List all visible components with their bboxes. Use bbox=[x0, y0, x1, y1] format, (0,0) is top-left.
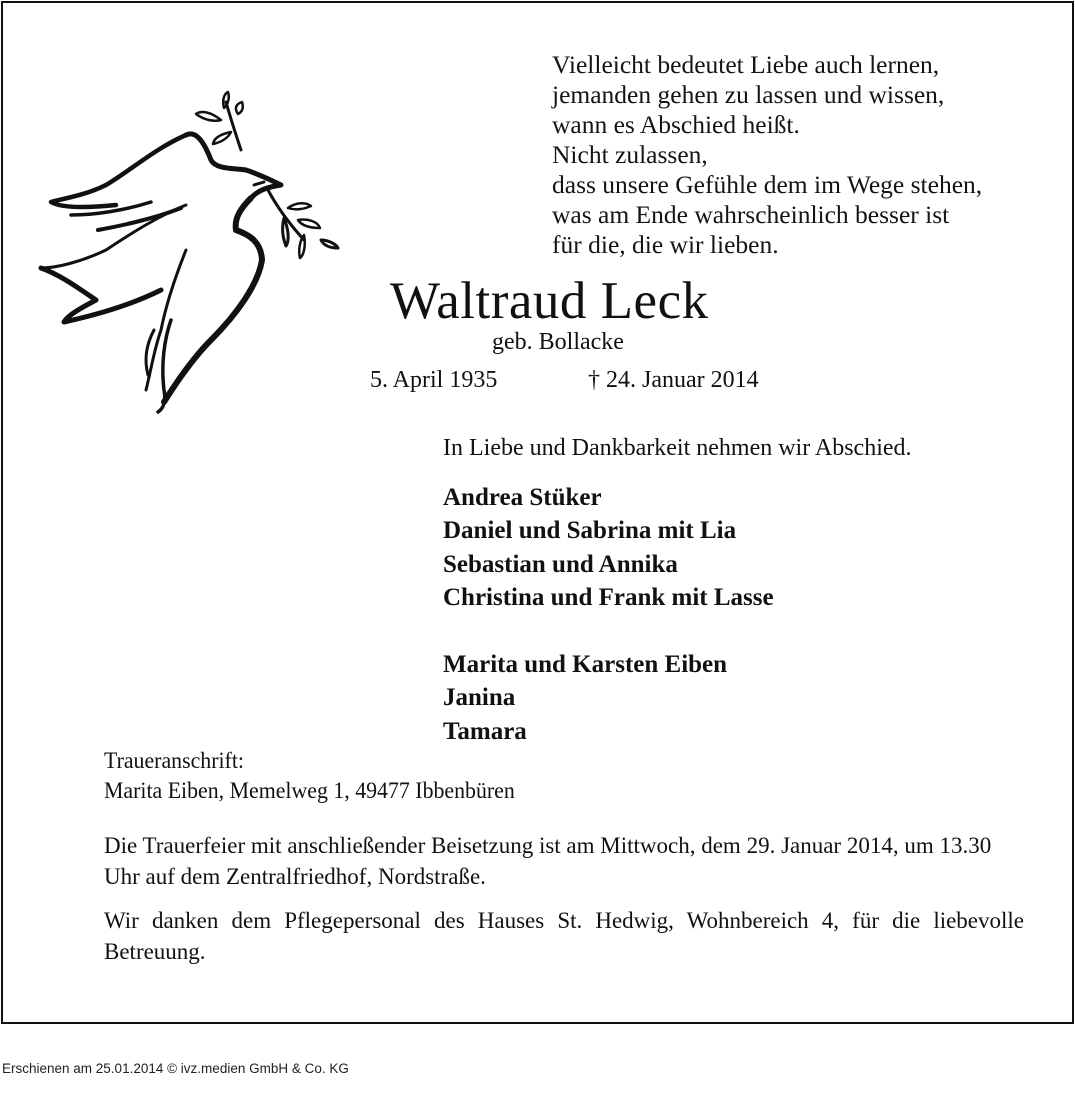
address-label: Traueranschrift: bbox=[104, 748, 244, 773]
mourner-name: Janina bbox=[443, 684, 516, 712]
mourner-group bbox=[443, 481, 774, 615]
olive-leaf bbox=[196, 112, 221, 121]
poem-line: für die, die wir lieben. bbox=[552, 230, 779, 259]
dove-lower-wing bbox=[41, 268, 161, 322]
poem bbox=[552, 50, 982, 260]
olive-leaf bbox=[299, 235, 305, 258]
dove-with-olive-branch-icon bbox=[36, 90, 346, 415]
funeral-info: Die Trauerfeier mit anschließender Beisetzung ist am Mittwoch, dem 29. Januar 2014, um 13.30 Uhr auf dem Zentralfriedhof, Nordstraße. bbox=[104, 833, 992, 889]
poem-line: wann es Abschied heißt. bbox=[552, 110, 800, 139]
birth-date: 5. April 1935 bbox=[370, 367, 498, 393]
dove-head bbox=[186, 134, 281, 198]
mourning-address bbox=[104, 746, 515, 806]
maiden-name: geb. Bollacke bbox=[492, 329, 624, 355]
poem-line: Vielleicht bedeutet Liebe auch lernen, bbox=[552, 50, 940, 79]
olive-leaf bbox=[213, 132, 231, 144]
dove-eye bbox=[254, 182, 264, 185]
olive-branch-beak bbox=[268, 190, 304, 240]
mourner-name: Marita und Karsten Eiben bbox=[443, 651, 728, 679]
mourner-name: Tamara bbox=[443, 717, 527, 745]
farewell-line: In Liebe und Dankbarkeit nehmen wir Abschied. bbox=[443, 435, 912, 461]
poem-line: dass unsere Gefühle dem im Wege stehen, bbox=[552, 170, 983, 199]
mourner-group bbox=[443, 648, 774, 748]
olive-branch-top bbox=[226, 102, 241, 150]
dove-upper-wing bbox=[51, 135, 186, 207]
olive-leaf bbox=[288, 203, 311, 209]
poem-line: was am Ende wahrscheinlich besser ist bbox=[552, 200, 950, 229]
poem-line: Nicht zulassen, bbox=[552, 140, 708, 169]
mourner-name: Daniel und Sabrina mit Lia bbox=[443, 517, 737, 545]
olive-leaf bbox=[298, 219, 320, 228]
dove-tail bbox=[146, 250, 186, 390]
dove-breast bbox=[164, 198, 262, 402]
mourners-list bbox=[443, 481, 774, 748]
olive-leaf bbox=[236, 102, 243, 114]
mourner-name: Andrea Stüker bbox=[443, 484, 602, 511]
publication-footer: Erschienen am 25.01.2014 © ivz.medien GmbH & Co. KG bbox=[2, 1061, 349, 1076]
poem-line: jemanden gehen zu lassen und wissen, bbox=[552, 80, 945, 109]
life-dates bbox=[370, 365, 759, 395]
mourner-name: Christina und Frank mit Lasse bbox=[443, 584, 774, 612]
olive-leaf bbox=[321, 240, 338, 248]
mourner-name: Sebastian und Annika bbox=[443, 550, 678, 578]
wing-feather bbox=[41, 205, 186, 268]
deceased-name: Waltraud Leck bbox=[390, 272, 709, 330]
thanks-note: Wir danken dem Pflegepersonal des Hauses St. Hedwig, Wohnbereich 4, für die liebevolle Betreuung. bbox=[104, 908, 1024, 964]
address-text: Marita Eiben, Memelweg 1, 49477 Ibbenbüren bbox=[104, 778, 515, 803]
death-date: † 24. Januar 2014 bbox=[588, 367, 759, 393]
